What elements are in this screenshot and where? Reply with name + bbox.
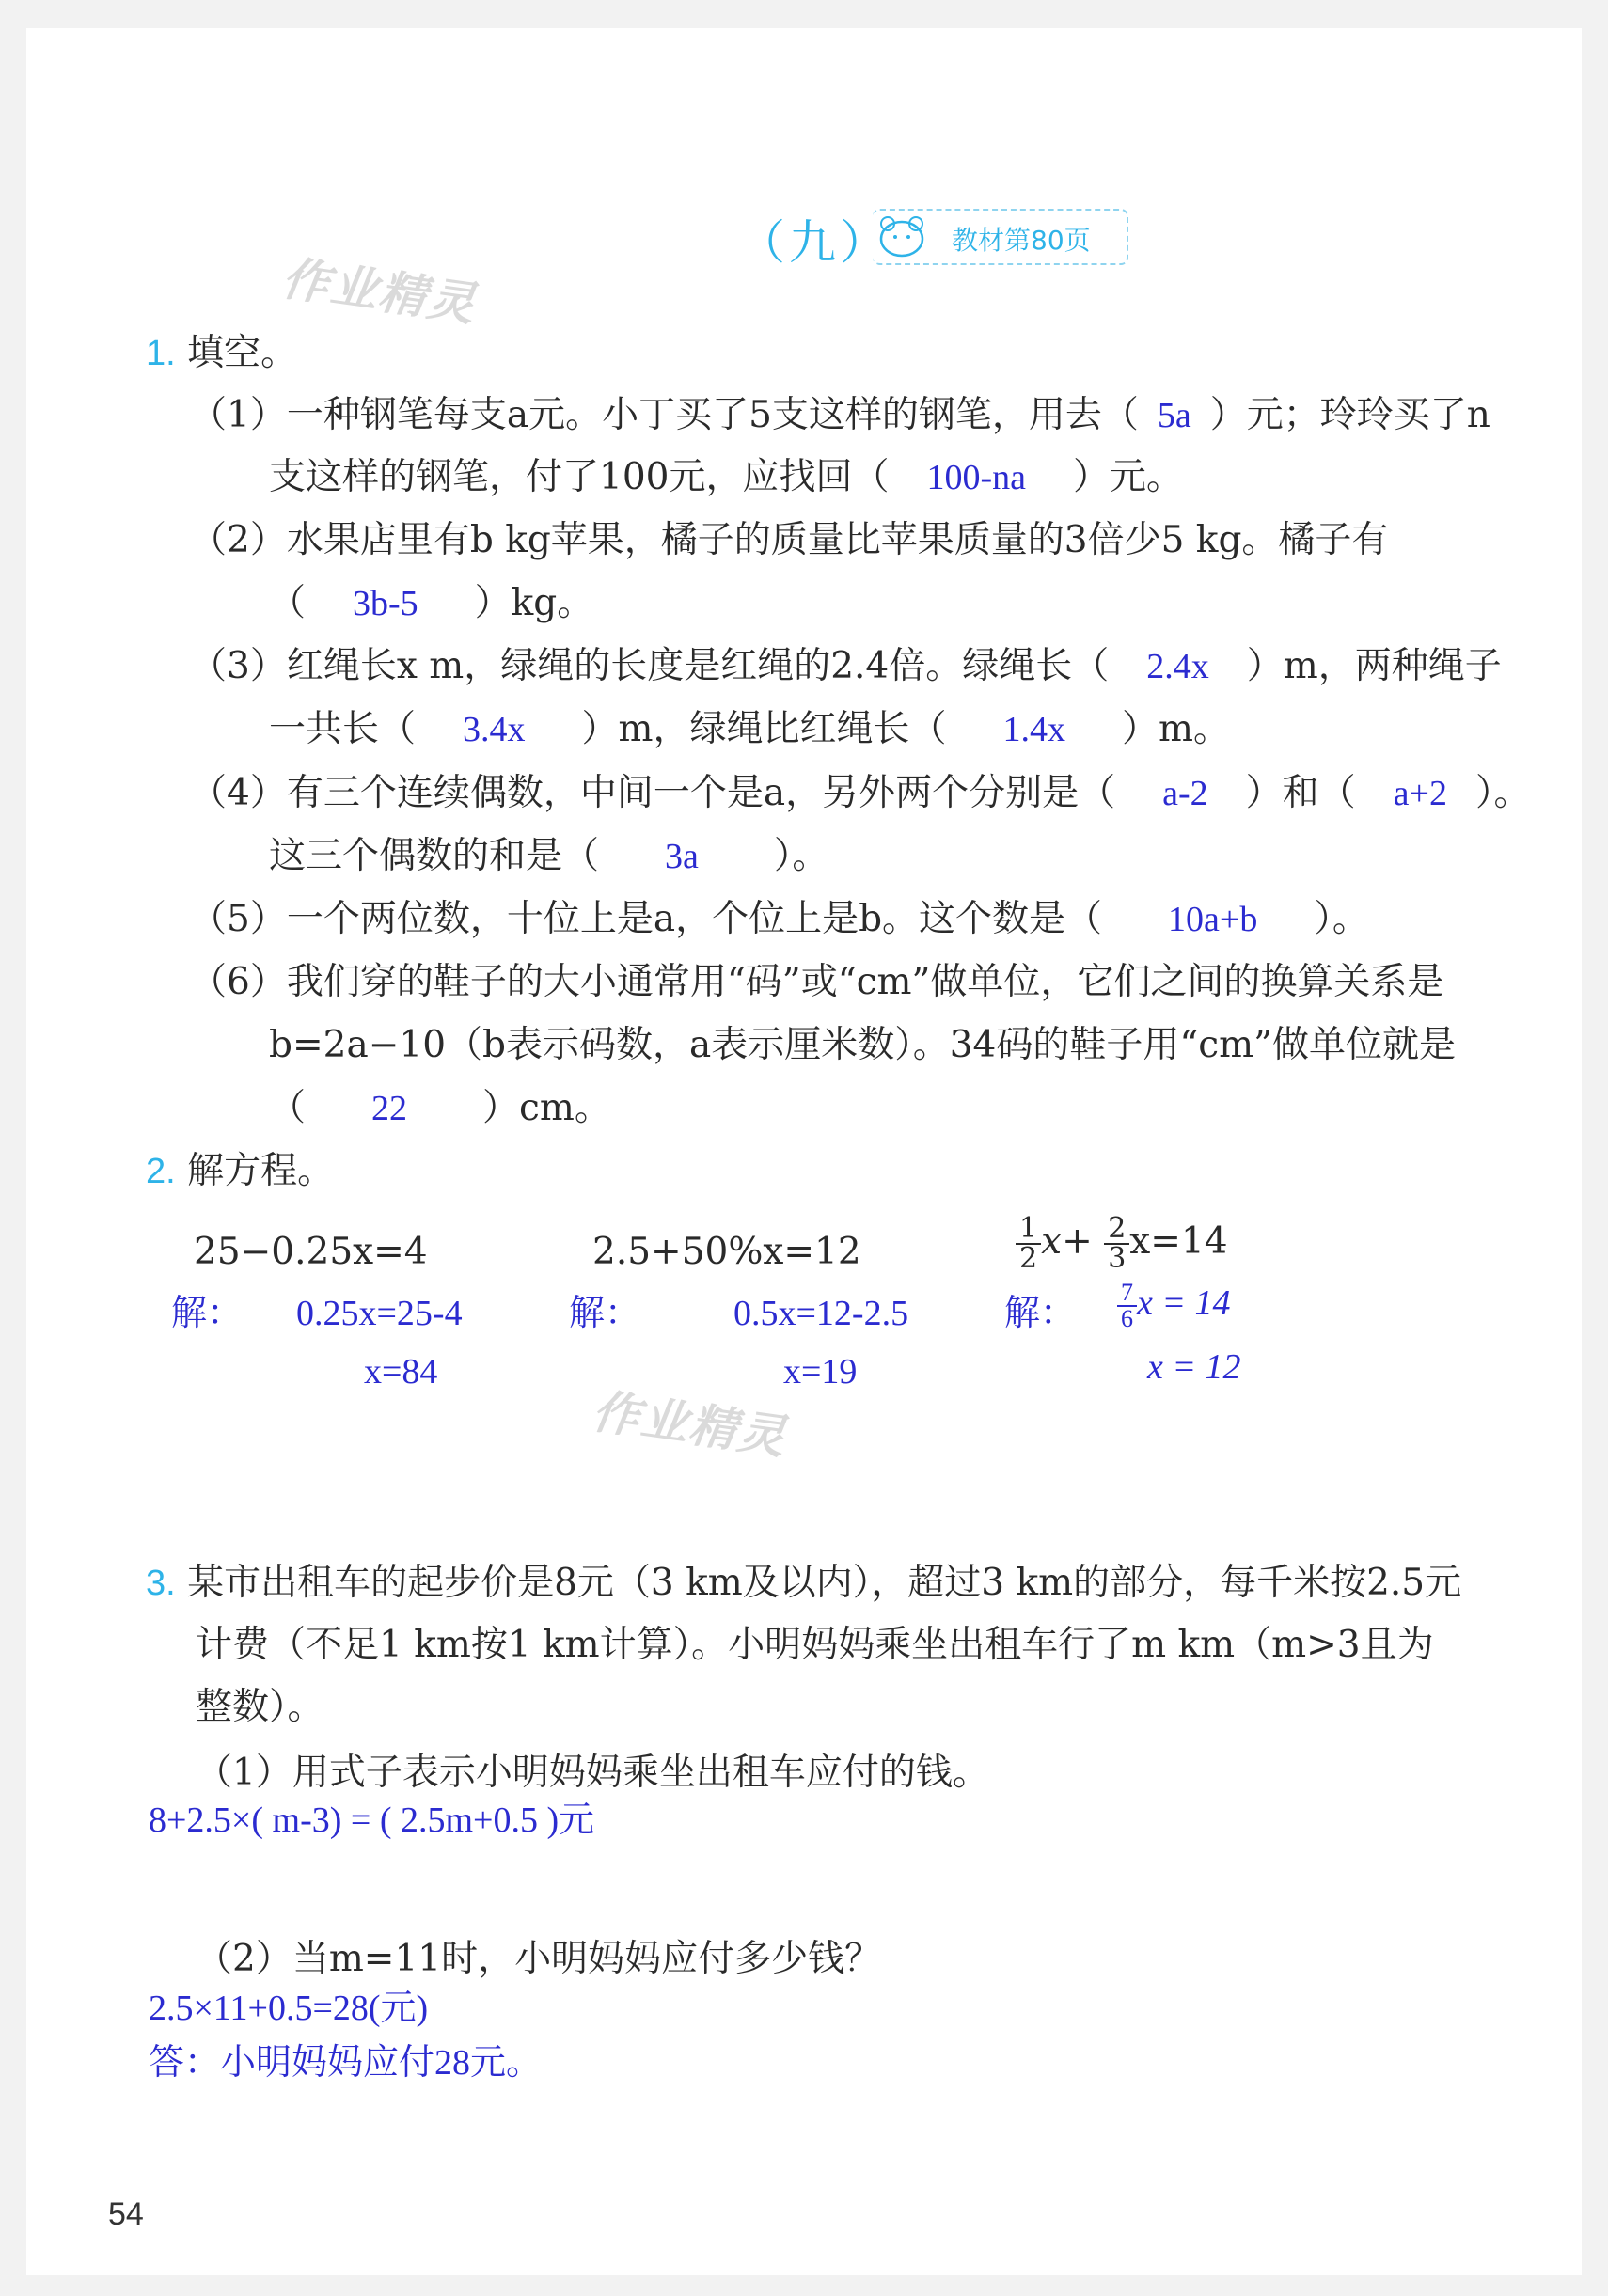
- q1-item-4-line-1: （4）有三个连续偶数，中间一个是a，另外两个分别是（ a-2 ）和（ a+2 ）。: [190, 772, 1531, 814]
- answer: 1.4x: [1002, 710, 1065, 749]
- question-1-header: 1. 填空。: [146, 332, 298, 374]
- textbook-reference-tag: [873, 209, 1128, 265]
- equation-3: $\frac{1}{2}$ x+ $\frac{2}{3}$ x=14: [1016, 1215, 1228, 1273]
- question-3-line-1: 3. 某市出租车的起步价是8元（3 km及以内），超过3 km的部分，每千米按2.5元: [146, 1562, 1462, 1604]
- solution-1-step-1: 0.25x=25-4: [296, 1294, 463, 1333]
- answer: 3.4x: [463, 710, 526, 749]
- watermark: 作业精灵: [278, 250, 481, 333]
- answer: 2.4x: [1146, 647, 1209, 686]
- page-number: 54: [108, 2196, 144, 2232]
- q1-item-3-line-1: （3）红绳长x m，绿绳的长度是红绳的2.4倍。绿绳长（ 2.4x ）m，两种绳子: [190, 645, 1502, 687]
- answer: a-2: [1162, 774, 1208, 813]
- q1-item-6-line-3: （ 22 ）cm。: [269, 1087, 611, 1129]
- solution-2-step-1: 0.5x=12-2.5: [733, 1294, 909, 1333]
- q1-item-5-line-1: （5）一个两位数，十位上是a，个位上是b。这个数是（ 10a+b ）。: [190, 898, 1369, 940]
- q1-item-1-line-2: 支这样的钢笔，付了100元，应找回（ 100-na ）元。: [269, 456, 1183, 498]
- solution-3-step-1: $\frac{7}{6}$ x = 14: [1117, 1281, 1231, 1331]
- q1-item-2-line-1: （2）水果店里有b kg苹果，橘子的质量比苹果质量的3倍少5 kg。橘子有: [190, 519, 1389, 561]
- q1-item-6-line-1: （6）我们穿的鞋子的大小通常用“码”或“cm”做单位，它们之间的换算关系是: [190, 961, 1444, 1003]
- q1-item-4-line-2: 这三个偶数的和是（ 3a ）。: [269, 835, 829, 877]
- answer: 22: [371, 1089, 408, 1128]
- question-3-part-2: （2）当m=11时，小明妈妈应付多少钱？: [196, 1938, 882, 1980]
- solution-1-label: 解：: [171, 1294, 244, 1333]
- bear-icon: [873, 211, 938, 263]
- solution-3-label: 解：: [1004, 1294, 1077, 1333]
- question-3-answer-2: 2.5×11+0.5=28(元): [149, 1989, 429, 2028]
- q1-item-6-line-2: b=2a−10（b表示码数，a表示厘米数）。34码的鞋子用“cm”做单位就是: [269, 1024, 1457, 1066]
- section-title: （九）: [738, 215, 891, 270]
- question-3-line-3: 整数）。: [196, 1686, 324, 1728]
- question-2-header: 2. 解方程。: [146, 1150, 335, 1192]
- solution-2-label: 解：: [569, 1294, 641, 1333]
- q1-item-1-line-1: （1）一种钢笔每支a元。小丁买了5支这样的钢笔，用去（ 5a ）元；玲玲买了n: [190, 394, 1490, 436]
- question-3-part-1: （1）用式子表示小明妈妈乘坐出租车应付的钱。: [196, 1752, 989, 1794]
- answer: 100-na: [926, 458, 1026, 497]
- equation-2: 2.5+50%x=12: [592, 1231, 861, 1273]
- textbook-reference-label: 教材第80页: [952, 225, 1091, 256]
- solution-1-step-2: x=84: [364, 1352, 438, 1392]
- equation-1: 25−0.25x=4: [194, 1231, 428, 1273]
- answer: 3a: [665, 837, 699, 876]
- answer: 10a+b: [1168, 900, 1258, 939]
- question-3-line-2: 计费（不足1 km按1 km计算）。小明妈妈乘坐出租车行了m km（m>3且为: [196, 1624, 1434, 1666]
- solution-3-step-2: x = 12: [1147, 1347, 1241, 1387]
- answer: a+2: [1393, 774, 1447, 813]
- q1-item-2-line-2: （ 3b-5 ）kg。: [269, 582, 594, 624]
- solution-2-step-2: x=19: [783, 1352, 858, 1392]
- watermark: 作业精灵: [589, 1383, 791, 1466]
- answer: 3b-5: [353, 584, 418, 623]
- q1-item-3-line-2: 一共长（ 3.4x ）m，绿绳比红绳长（ 1.4x ）m。: [269, 708, 1230, 750]
- answer: 5a: [1157, 396, 1191, 435]
- question-3-answer-1: 8+2.5×( m-3) = ( 2.5m+0.5 )元: [149, 1801, 595, 1840]
- question-3-answer-3: 答：小明妈妈应付28元。: [149, 2043, 543, 2083]
